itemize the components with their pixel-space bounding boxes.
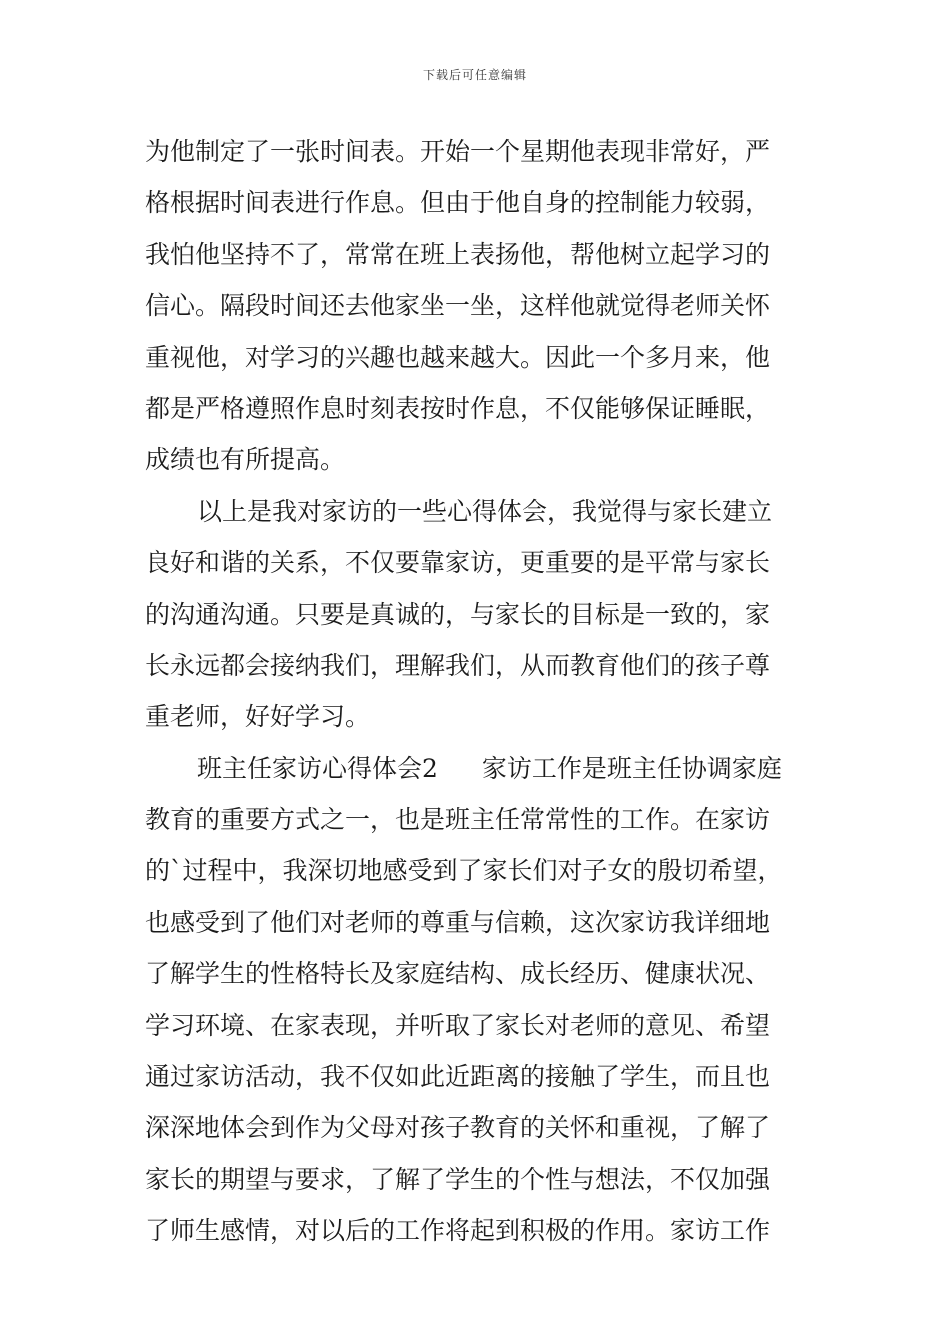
text-line: 为他制定了一张时间表。开始一个星期他表现非常好，严 bbox=[145, 137, 771, 166]
text-line: 深深地体会到作为父母对孩子教育的关怀和重视，了解了 bbox=[145, 1113, 771, 1143]
text-line: 的`过程中，我深切地感受到了家长们对子女的殷切希望， bbox=[145, 856, 783, 886]
paragraph-summary bbox=[145, 486, 810, 743]
text-line: 格根据时间表进行作息。但由于他自身的控制能力较弱， bbox=[145, 188, 771, 218]
text-line: 长永远都会接纳我们，理解我们，从而教育他们的孩子尊 bbox=[145, 650, 771, 680]
document-body bbox=[145, 126, 810, 1257]
paragraph-schedule bbox=[145, 126, 810, 486]
text-fragment: 家访工作是班主任协调家庭 bbox=[481, 753, 782, 783]
text-line: 重视他，对学习的兴趣也越来越大。因此一个多月来，他 bbox=[145, 342, 771, 372]
text-line: 良好和谐的关系，不仅要靠家访，更重要的是平常与家长 bbox=[145, 548, 771, 578]
text-line: 教育的重要方式之一，也是班主任常常性的工作。在家访 bbox=[145, 805, 771, 835]
text-line: 成绩也有所提高。 bbox=[145, 445, 346, 475]
text-line: 了解学生的性格特长及家庭结构、成长经历、健康状况、 bbox=[145, 959, 771, 989]
text-line bbox=[145, 743, 810, 794]
section-heading: 班主任家访心得体会2 bbox=[197, 753, 438, 783]
text-line: 信心。隔段时间还去他家坐一坐，这样他就觉得老师关怀 bbox=[145, 291, 771, 321]
text-line: 我怕他坚持不了，常常在班上表扬他，帮他树立起学习的 bbox=[145, 239, 771, 269]
page-header: 下载后可任意编辑 bbox=[422, 68, 527, 82]
text-line: 了师生感情，对以后的工作将起到积极的作用。家访工作 bbox=[145, 1216, 771, 1246]
text-line: 通过家访活动，我不仅如此近距离的接触了学生，而且也 bbox=[145, 1062, 771, 1092]
text-line: 重老师，好好学习。 bbox=[145, 702, 371, 732]
text-line: 以上是我对家访的一些心得体会，我觉得与家长建立 bbox=[197, 496, 773, 526]
paragraph-essay-2 bbox=[145, 743, 810, 1257]
text-line: 学习环境、在家表现，并听取了家长对老师的意见、希望 bbox=[145, 1010, 771, 1040]
text-line: 家长的期望与要求，了解了学生的个性与想法，不仅加强 bbox=[145, 1164, 771, 1194]
text-line: 都是严格遵照作息时刻表按时作息，不仅能够保证睡眠， bbox=[145, 393, 771, 423]
text-line: 也感受到了他们对老师的尊重与信赖，这次家访我详细地 bbox=[145, 907, 771, 937]
text-line: 的沟通沟通。只要是真诚的，与家长的目标是一致的，家 bbox=[145, 599, 771, 629]
